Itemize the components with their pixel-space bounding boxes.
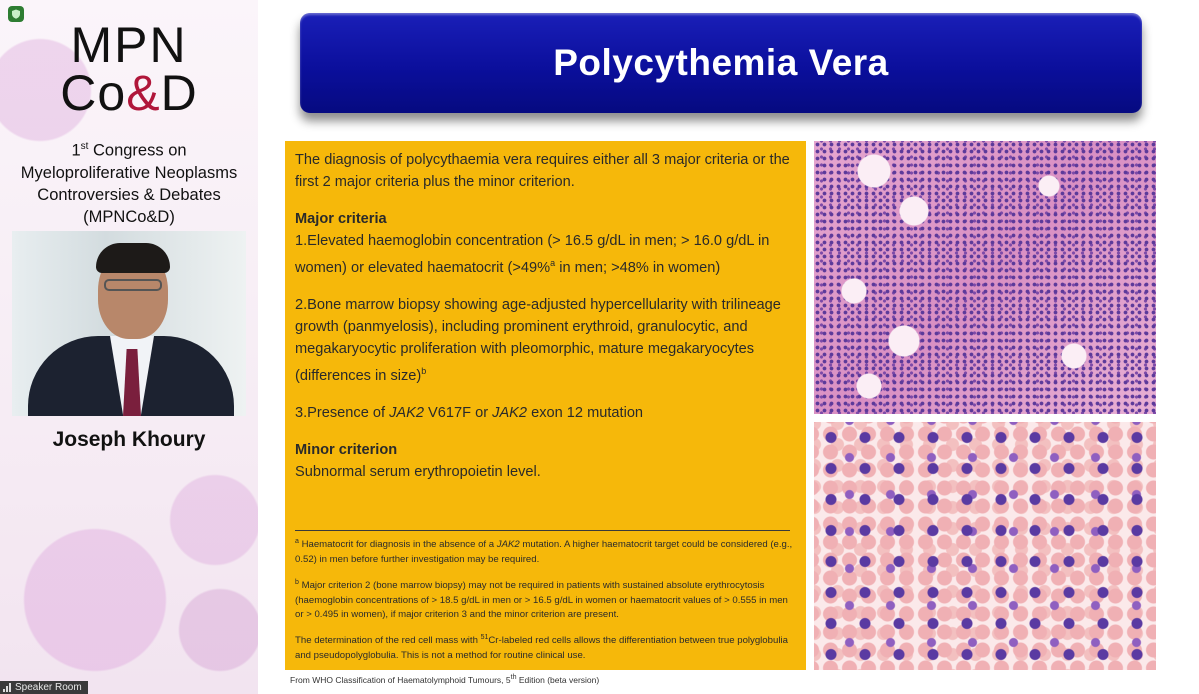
speaker-glasses (104, 279, 162, 291)
congress-ordinal-suffix: st (80, 141, 89, 152)
logo-d: D (160, 65, 198, 121)
congress-line-2: Myeloproliferative Neoplasms (20, 163, 238, 182)
security-shield-icon[interactable] (8, 6, 24, 22)
footnote-a: $^a$ Haematocrit for diagnosis in the absence of a JAK2 mutation. A higher haematocrit target could be considered (e.g., 0.52) in men before further investigation may be required. (295, 538, 793, 565)
room-label: Speaker Room (15, 682, 82, 693)
congress-line-4: (MPNCo&D) (83, 207, 175, 226)
footnote-divider (295, 530, 790, 531)
minor-criterion-heading: Minor criterion (295, 441, 398, 458)
logo-line-2 (0, 65, 258, 121)
footnote-red-cell-mass: The determination of the red cell mass with $^{51}$Cr-labeled red cells allows the differentiation between true polyglobulia and pseudopolyglobulia. This is not a method for routine clinical use. (295, 634, 788, 661)
speaker-hair (96, 243, 170, 273)
congress-line-1: Congress on (88, 141, 187, 160)
bone-marrow-histology-image (814, 141, 1156, 414)
speaker-video-feed[interactable] (12, 231, 246, 416)
major-criterion-2: 2.Bone marrow biopsy showing age-adjusted hypercellularity with trilineage growth (panmyelosis), including prominent erythroid, granulocytic, and megakaryocytic proliferation with pleomorphic, mature megakaryocytes (differences in size)$^b$ (295, 296, 781, 384)
major-criteria-heading: Major criteria (295, 211, 387, 227)
major-criterion-1: 1.Elevated haemoglobin concentration (> 16.5 g/dL in men; > 16.0 g/dL in women) or elevated haematocrit (>49%$^a$ in men; >48% in women) (295, 233, 770, 276)
logo-co: Co (60, 65, 127, 121)
signal-bars-icon (3, 683, 12, 692)
minor-criterion: Subnormal serum erythropoietin level. (295, 463, 541, 480)
logo-ampersand: & (126, 65, 161, 121)
speaker-room-indicator[interactable] (0, 681, 88, 694)
congress-ordinal: 1 (71, 141, 81, 160)
slide-title-banner (300, 13, 1142, 113)
blood-smear-image (814, 422, 1156, 670)
speaker-name: Joseph Khoury (52, 428, 206, 451)
conference-sidebar (0, 0, 258, 694)
logo-line-1: MPN (70, 17, 188, 73)
congress-title (0, 136, 258, 228)
slide-title: Polycythemia Vera (553, 42, 889, 83)
diagnostic-criteria-box (285, 141, 806, 670)
conference-logo (0, 17, 258, 121)
footnotes (295, 535, 795, 672)
slide-source-citation: From WHO Classification of Haematolymphoid Tumours, 5th Edition (beta version) (290, 673, 600, 685)
congress-line-3: Controversies & Debates (37, 185, 221, 204)
footnote-b: $^b$ Major criterion 2 (bone marrow biopsy) may not be required in patients with sustained absolute erythrocytosis (haemoglobin concentrations of > 18.5 g/dL in men or > 16.5 g/dL in women or haematocrit values of > 0.555 in men or > 0.495 in women), if major criterion 3 and the minor criterion are present. (295, 579, 788, 620)
criteria-intro: The diagnosis of polycythaemia vera requires either all 3 major criteria or the first 2 major criteria plus the minor criterion. (295, 152, 790, 190)
major-criterion-3: 3.Presence of JAK2 V617F or JAK2 exon 12 mutation (295, 404, 644, 421)
criteria-text (295, 149, 796, 483)
